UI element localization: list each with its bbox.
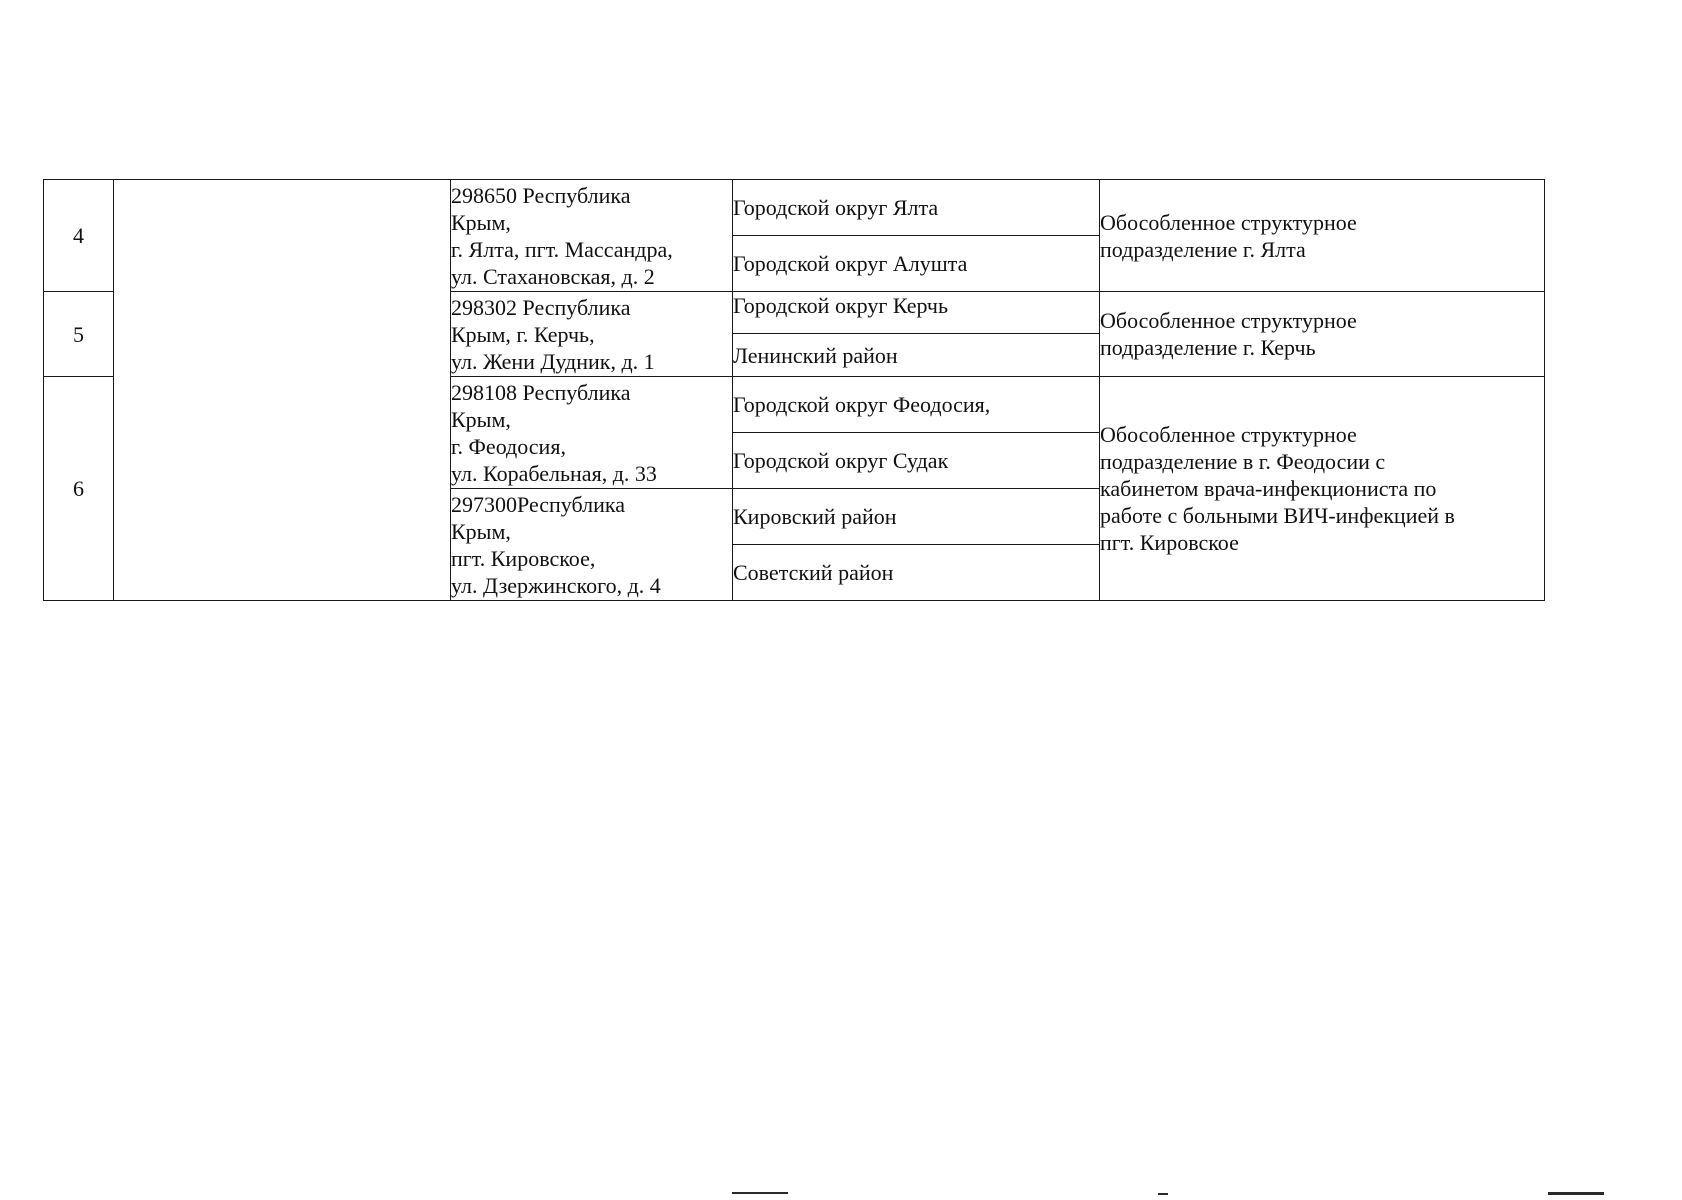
address-cell [451,292,733,377]
unit-line: подразделение г. Ялта [1100,236,1306,262]
address-line: ул. Дзержинского, д. 4 [451,572,661,598]
row-number: 6 [44,377,114,601]
unit-cell [1100,180,1545,292]
address-cell [451,180,733,292]
unit-line: кабинетом врача-инфекциониста по [1100,476,1437,501]
unit-line: работе с больными ВИЧ-инфекцией в [1100,503,1455,528]
unit-cell [1100,292,1545,377]
service-area-cell: Городской округ Феодосия, [733,377,1100,433]
address-line: г. Феодосия, [451,433,566,459]
unit-line: Обособленное структурное [1100,308,1357,333]
unit-line: подразделение в г. Феодосии с [1100,449,1386,474]
address-cell [451,377,733,489]
scan-artifact [1158,1193,1168,1195]
service-area-cell: Городской округ Алушта [733,236,1100,292]
address-line: г. Ялта, пгт. Массандра, [451,236,673,262]
address-line: ул. Стахановская, д. 2 [451,263,655,289]
unit-cell [1100,377,1545,601]
institutions-table [43,179,1545,601]
address-line: 298108 Республика [451,379,631,405]
address-cell [451,489,733,601]
address-line: пгт. Кировское, [451,545,596,571]
scan-artifact [732,1192,788,1194]
table-row [44,180,1545,236]
service-area-cell: Кировский район [733,489,1100,545]
address-line: Крым, г. Керчь, [451,321,595,347]
service-area-cell: Городской округ Ялта [733,180,1100,236]
unit-line: Обособленное структурное [1100,209,1357,235]
service-area-cell: Ленинский район [733,334,1100,377]
address-line: 297300Республика [451,491,626,517]
address-line: ул. Жени Дудник, д. 1 [451,348,655,374]
address-line: Крым, [451,406,511,432]
scan-artifact [1548,1192,1604,1195]
row-number: 4 [44,180,114,292]
service-area-cell: Советский район [733,545,1100,601]
address-line: Крым, [451,518,511,544]
address-line: 298650 Республика [451,182,631,208]
service-area-cell: Городской округ Керчь [733,292,1100,334]
address-line: ул. Корабельная, д. 33 [451,460,657,486]
unit-line: пгт. Кировское [1100,530,1239,555]
row-number: 5 [44,292,114,377]
address-line: 298302 Республика [451,294,631,320]
address-line: Крым, [451,209,511,235]
name-cell [114,180,451,601]
unit-line: подразделение г. Керчь [1100,335,1316,360]
service-area-cell: Городской округ Судак [733,433,1100,489]
unit-line: Обособленное структурное [1100,422,1357,447]
